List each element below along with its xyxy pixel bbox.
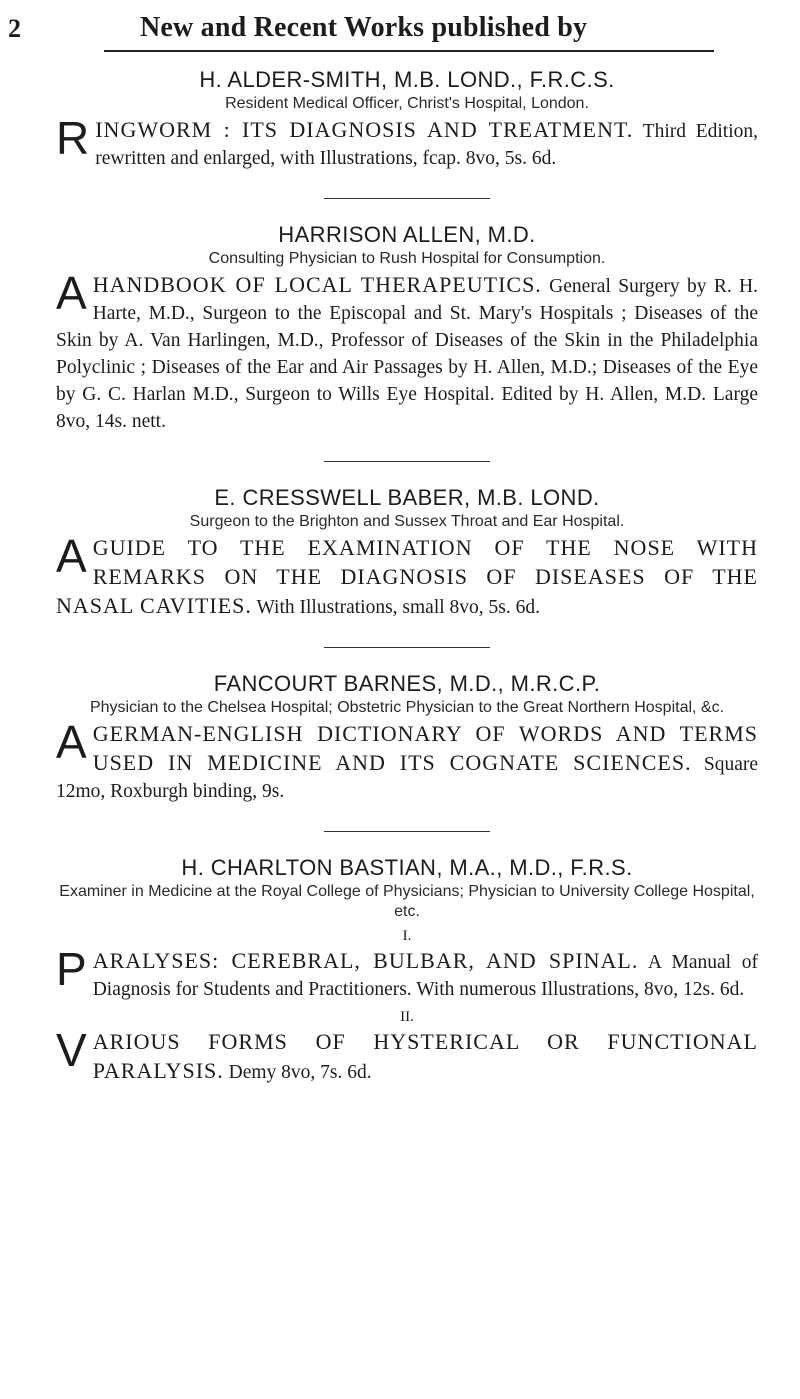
book-details: With Illustrations, small 8vo, 5s. 6d. — [256, 597, 541, 618]
author-position: Examiner in Medicine at the Royal College of Physicians; Physician to University College Hospital, etc. — [59, 883, 755, 920]
drop-cap: A — [56, 267, 87, 319]
book-listing — [56, 267, 759, 435]
book-title: GUIDE TO THE EXAMINATION OF THE NOSE WITH REMARKS ON THE DIAGNOSIS OF DISEASES OF THE NASAL CAVITIES. — [56, 535, 758, 618]
book-numeral: II. — [400, 1009, 414, 1025]
author-position: Resident Medical Officer, Christ's Hospital, London. — [225, 95, 589, 112]
book-listing — [56, 112, 758, 172]
book-listing — [56, 943, 758, 1003]
drop-cap: A — [56, 716, 87, 768]
section-divider — [324, 198, 490, 199]
book-details: Square 12mo, Roxburgh binding, 9s. — [56, 754, 759, 802]
author-name: E. CRESSWELL BABER, M.B. LOND. — [214, 485, 600, 510]
book-details: General Surgery by R. H. Harte, M.D., Surgeon to the Episcopal and St. Mary's Hospitals ; Diseases of the Skin by A. Van Harlingen, M.D., Professor of Diseases of the Skin in the Philadelphia Polyclinic ; Diseases of the Ear and Air Passages by H. Allen, M.D.; Diseases of the Eye by G. C. Harlan M.D., Surgeon to Wills Eye Hospital. Edited by H. Allen, M.D. Large 8vo, 14s. nett. — [56, 276, 759, 432]
book-numeral: I. — [402, 928, 412, 944]
book-listing — [56, 1024, 758, 1086]
book-title: ARALYSES: CEREBRAL, BULBAR, AND SPINAL. — [92, 948, 639, 973]
section-divider — [324, 647, 490, 648]
book-listing — [56, 716, 759, 805]
book-title: HANDBOOK OF LOCAL THERAPEUTICS. — [92, 272, 542, 297]
author-name: FANCOURT BARNES, M.D., M.R.C.P. — [213, 671, 601, 696]
book-title: GERMAN-ENGLISH DICTIONARY OF WORDS AND TERMS USED IN MEDICINE AND ITS COGNATE SCIENCES. — [92, 721, 758, 775]
drop-cap: P — [56, 943, 87, 995]
author-position: Physician to the Chelsea Hospital; Obstetric Physician to the Great Northern Hospital, &c. — [89, 699, 725, 716]
running-head-title: New and Recent Works published by — [140, 12, 588, 43]
author-position: Surgeon to the Brighton and Sussex Throat and Ear Hospital. — [189, 513, 625, 530]
section-divider — [324, 461, 490, 462]
page-number: 2 — [8, 14, 21, 43]
drop-cap: V — [56, 1024, 87, 1076]
entry-barnes — [56, 670, 758, 805]
drop-cap: A — [56, 530, 87, 582]
author-position: Consulting Physician to Rush Hospital for Consumption. — [208, 250, 606, 267]
book-title: INGWORM : ITS DIAGNOSIS AND TREATMENT. — [95, 117, 634, 142]
entry-baber — [56, 484, 758, 621]
running-head-rule — [104, 50, 714, 52]
author-name: H. ALDER-SMITH, M.B. LOND., F.R.C.S. — [199, 67, 615, 92]
entry-allen — [56, 221, 758, 435]
book-listing — [56, 530, 758, 621]
author-name: HARRISON ALLEN, M.D. — [278, 222, 536, 247]
section-divider — [324, 831, 490, 832]
author-name: H. CHARLTON BASTIAN, M.A., M.D., F.R.S. — [181, 855, 633, 880]
book-title: ARIOUS FORMS OF HYSTERICAL OR FUNCTIONAL PARALYSIS. — [92, 1029, 758, 1083]
drop-cap: R — [56, 112, 90, 164]
running-head — [8, 0, 758, 52]
book-details: Third Edition, rewritten and enlarged, with Illustrations, fcap. 8vo, 5s. 6d. — [95, 121, 758, 169]
book-details: A Manual of Diagnosis for Students and Practitioners. With numerous Illustrations, 8vo, 12s. 6d. — [92, 952, 758, 1000]
book-details: Demy 8vo, 7s. 6d. — [228, 1062, 372, 1083]
entry-bastian — [56, 854, 758, 1086]
entry-alder-smith — [56, 66, 758, 172]
